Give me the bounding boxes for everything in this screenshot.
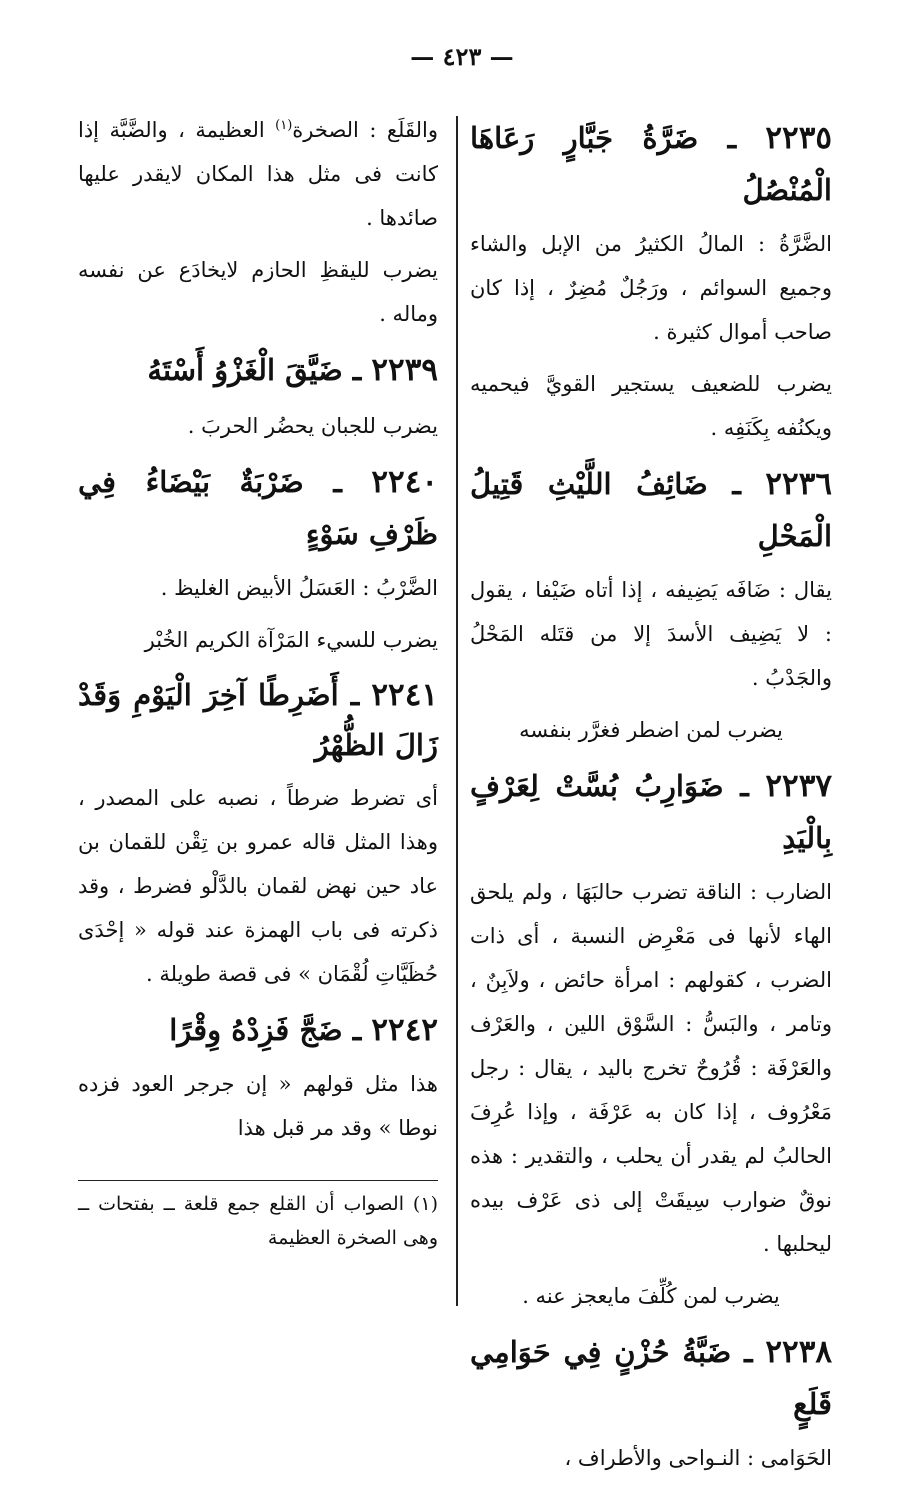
- proverb-number: ٢٢٣٧: [765, 768, 832, 804]
- proverb-2240-usage: يضرب للسيء المَرْآة الكريم الخُبْر: [144, 628, 438, 652]
- proverb-2240-explanation: الضَّرْبُ : العَسَلُ الأبيض الغليظ .: [160, 576, 438, 600]
- continuation-text-end: العظيمة ، والضَّبَّة إذا كانت فى مثل هذا المكان لايقدر عليها صائدها .: [78, 118, 438, 230]
- continuation-text-start: والقَلَع : الصخرة: [292, 118, 439, 142]
- proverb-text: ضَوَارِبُ بُسَّتْ لِعَرْفٍ بِالْيَدِ: [470, 769, 832, 855]
- proverb-text: ضَجَّ فَزِدْهُ وِقْرًا: [169, 1013, 343, 1047]
- proverb-2235-explanation: الضَّرَّةُ : المالُ الكثيرُ من الإبل والشاء وجميع السوائم ، ورَجُلٌ مُضِرٌ ، إذا كان صاحب أموال كثيرة .: [470, 232, 832, 344]
- heading-dash: ـ: [723, 769, 749, 803]
- proverb-text: ضَيَّقَ الْغَزْوُ أَسْتَهُ: [147, 353, 343, 387]
- proverb-2235-usage: يضرب للضعيف يستجير القويَّ فيحميه ويكنُفه بِكَنَفِه .: [470, 372, 832, 440]
- proverb-2242-heading: [78, 1004, 438, 1056]
- proverb-2237-usage: يضرب لمن كُلِّفَ مايعجز عنه .: [522, 1284, 780, 1308]
- proverb-2241-heading: [78, 670, 438, 770]
- proverb-2240-heading: [78, 456, 438, 560]
- proverb-2241-explanation: أى تضرط ضرطاً ، نصبه على المصدر ، وهذا المثل قاله عمرو بن تِقْن للقمان بن عاد حين نهض لقمان بالدَّلْو فضرط ، وقد ذكرته فى باب الهمزة عند قوله « إحْدَى حُظَيَّاتِ لُقْمَان » فى قصة طويلة .: [78, 786, 438, 986]
- proverb-2239-heading: [78, 344, 438, 396]
- page-number: — ٤٢٣ —: [410, 42, 514, 71]
- proverb-2236-explanation: يقال : ضَافَه يَضِيفه ، إذا أتاه ضَيْفا ، يقول : لا يَضِيف الأسدَ إلا من قتَله المَحْلُ والجَدْبُ .: [470, 578, 832, 690]
- footnote-reference: (١): [275, 118, 293, 133]
- proverb-2235-heading: [470, 112, 832, 216]
- right-column: [470, 104, 832, 1486]
- proverb-2238-heading: [470, 1326, 832, 1430]
- heading-dash: ـ: [731, 1335, 753, 1369]
- proverb-2242-explanation: هذا مثل قولهم « إن جرجر العود فزده نوطا » وقد مر قبل هذا: [78, 1072, 438, 1140]
- heading-dash: ـ: [303, 465, 342, 499]
- proverb-2238-continuation: [78, 104, 438, 240]
- heading-dash: ـ: [698, 121, 737, 155]
- proverb-text: أَضَرِطًا آخِرَ الْيَوْمِ وَقَدْ زَالَ الظُّهْرُ: [78, 678, 438, 762]
- heading-dash: ـ: [342, 1013, 362, 1047]
- proverb-text: ضَرْبَةٌ بَيْضَاءُ فِي ظَرْفِ سَوْءٍ: [78, 465, 438, 551]
- proverb-2236-usage: يضرب لمن اضطر فغرَّر بنفسه: [519, 718, 783, 742]
- proverb-2239-usage: يضرب للجبان يحضُر الحربَ .: [187, 414, 438, 438]
- proverb-text: ضَائِفُ اللَّيْثِ قَتِيلُ الْمَحْلِ: [470, 467, 832, 553]
- proverb-2237-heading: [470, 760, 832, 864]
- proverb-number: ٢٢٣٩: [371, 352, 438, 388]
- proverb-text: ضَبَّةُ حُزْنٍ فِي حَوَامِي قَلَعٍ: [470, 1335, 832, 1421]
- heading-dash: ـ: [707, 467, 741, 501]
- proverb-text: ضَرَّةُ جَبَّارٍ رَعَاهَا الْمُنْصُلُ: [470, 121, 832, 207]
- proverb-2236-heading: [470, 458, 832, 562]
- proverb-2238-usage: يضرب لليقظِ الحازم لايخادَع عن نفسه وماله .: [78, 258, 438, 326]
- footnote: (١) الصواب أن القلع جمع قلعة ــ بفتحات ــ وهى الصخرة العظيمة: [78, 1193, 438, 1249]
- proverb-number: ٢٢٣٥: [765, 120, 832, 156]
- footnote-separator: [78, 1180, 438, 1181]
- proverb-number: ٢٢٤٢: [371, 1012, 438, 1048]
- heading-dash: ـ: [342, 353, 362, 387]
- left-column: [78, 104, 438, 1255]
- proverb-2237-explanation: الضارب : الناقة تضرب حالبَهَا ، ولم يلحق الهاء لأنها فى مَعْرِض النسبة ، أى ذات الضرب ، كقولهم : امرأة حائض ، ولاَبِنٌ ، وتامر ، والبَسُّ : السَّوْق اللين ، والعَرْف والعَرْفَة : قُرُوحٌ تخرج باليد ، يقال : رجل مَعْرُوف ، إذا كان به عَرْفَة ، وإذا عُرِفَ الحالبُ لم يقدر أن يحلب ، والتقدير : هذه نوقٌ ضوارب سِيقَتْ إلى ذى عَرْف بيده ليحلبها .: [470, 880, 832, 1256]
- column-divider: [456, 116, 458, 1306]
- proverb-number: ٢٢٤١: [371, 677, 438, 713]
- proverb-2238-explanation: الحَوَامى : النـواحى والأطراف ،: [564, 1446, 832, 1470]
- proverb-number: ٢٢٣٦: [765, 466, 833, 502]
- heading-dash: ـ: [338, 678, 360, 712]
- proverb-number: ٢٢٤٠: [371, 464, 438, 500]
- proverb-number: ٢٢٣٨: [765, 1334, 832, 1370]
